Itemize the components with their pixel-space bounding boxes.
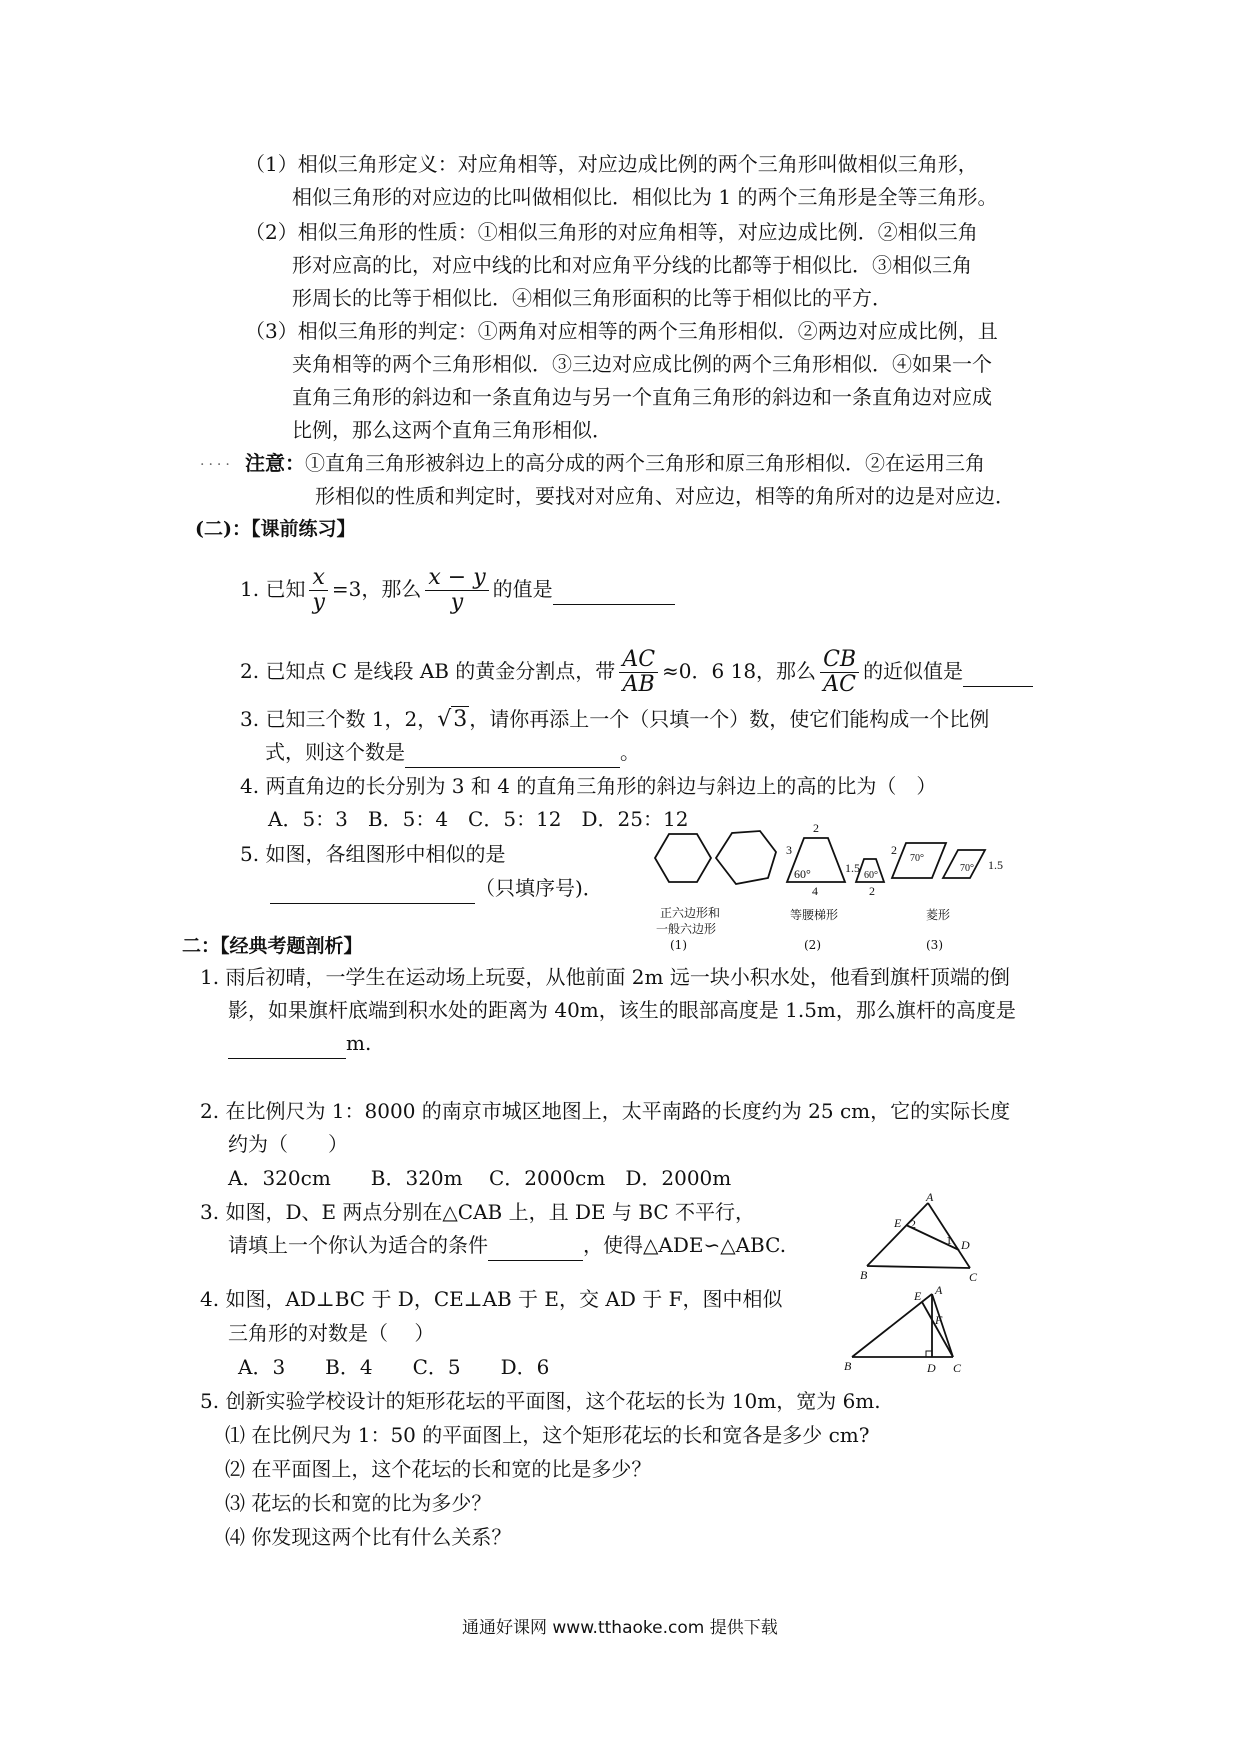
def-line-1: （1）相似三角形定义：对应角相等，对应边成比例的两个三角形叫做相似三角形， [245,152,978,176]
label-b: B [860,1268,868,1282]
fraction-cb-over-ac: $\frac{CB}{AC}$ [820,648,859,697]
q3-line2-suffix: 。 [620,740,640,764]
rhombus-angle-label: 70° [910,853,924,864]
note-line-1 [245,450,985,476]
q2-middle: ≈0．6 18，那么 [662,659,817,683]
fraction-x-minus-y-over-y: $\frac{x - y}{y}$ [425,566,488,615]
label-e: E [894,1216,902,1230]
analysis-q4-line-2: 三角形的对数是（ ） [228,1321,435,1345]
q2-prefix: 2. 已知点 C 是线段 AB 的黄金分割点，带 [240,659,616,683]
analysis-q1-line-1: 1. 雨后初晴，一学生在运动场上玩耍，从他前面 2m 远一块小积水处，他看到旗杆顶端的倒 [200,965,1010,989]
label-b: B [844,1359,852,1373]
trapezoid-bottom-label: 4 [812,884,818,898]
label-e: E [914,1289,922,1303]
q3b-suffix: ，使得△ADE∽△ABC. [583,1233,787,1257]
regular-hexagon-shape [655,834,711,882]
analysis-q5-sub-4: ⑷ 你发现这两个比有什么关系？ [225,1525,512,1549]
practice-q2 [240,648,1033,697]
fraction-x-over-y: $\frac{x}{y}$ [309,566,327,615]
figure-caption-1a: 正六边形和 [660,906,721,920]
label-d: D [927,1361,936,1375]
figure-caption-1b: 一般六边形 [656,922,717,936]
analysis-q5-line-1: 5. 创新实验学校设计的矩形花坛的平面图，这个花坛的长为 10m，宽为 6m. [200,1389,881,1413]
angle-1-label: 1 [946,1233,952,1247]
criteria-line-4: 比例，那么这两个直角三角形相似． [292,418,612,442]
q3b-prefix: 请填上一个你认为适合的条件 [228,1233,488,1257]
analysis-q4-line-1: 4. 如图，AD⊥BC 于 D，CE⊥AB 于 E，交 AD 于 F，图中相似 [200,1287,783,1311]
analysis-q5-sub-3: ⑶ 花坛的长和宽的比为多少？ [225,1491,492,1515]
analysis-q1-line-3 [228,1030,371,1059]
note-label: 注意： [245,451,305,475]
figure-number-3: (3) [926,938,943,952]
practice-q4-options: A．5：3 B．5：4 C．5：12 D．25：12 [268,807,689,831]
property-line-3: 形周长的比等于相似比．④相似三角形面积的比等于相似比的平方． [292,286,892,310]
q5-answer-blank[interactable] [270,877,475,904]
analysis-q2-options: A．320cm B．320m C．2000cm D．2000m [228,1166,732,1190]
q3-suffix: ，请你再添上一个（只填一个）数，使它们能构成一个比例 [469,707,990,731]
label-a: A [935,1284,943,1297]
q3-prefix: 3. 已知三个数 1，2， [240,707,438,731]
figure-caption-2: 等腰梯形 [790,908,839,922]
q1-suffix: 的值是 [492,577,553,601]
property-line-2: 形对应高的比，对应中线的比和对应角平分线的比都等于相似比．③相似三角 [292,253,972,277]
criteria-line-3: 直角三角形的斜边和一条直角边与另一个直角三角形的斜边和一条直角边对应成 [292,385,992,409]
practice-q3-line-2 [265,739,640,768]
def-line-2: 相似三角形的对应边的比叫做相似比．相似比为 1 的两个三角形是全等三角形。 [292,185,998,209]
q2-answer-blank[interactable] [963,660,1033,687]
small-rhombus-angle-label: 70° [960,863,974,874]
flagpole-height-blank[interactable] [228,1032,346,1059]
property-line-1: （2）相似三角形的性质：①相似三角形的对应角相等，对应边成比例．②相似三角 [245,220,978,244]
analysis-q3-line-1: 3. 如图，D、E 两点分别在△CAB 上，且 DE 与 BC 不平行， [200,1200,756,1224]
rhombus-side-label: 2 [891,843,897,857]
note-line-2: 形相似的性质和判定时，要找对对应角、对应边，相等的角所对的边是对应边． [315,484,1015,508]
analysis-q2-line-2: 约为（ ） [228,1132,348,1156]
practice-heading: (二)：【课前练习】 [195,518,356,540]
practice-q5-line-1: 5. 如图，各组图形中相似的是 [240,842,506,866]
figure-number-1: (1) [670,938,687,952]
practice-q5-line-2 [270,875,603,904]
q3-answer-blank[interactable] [405,741,620,768]
small-trapezoid-left-label: 1.5 [845,861,860,875]
analysis-q1-line-2: 影，如果旗杆底端到积水处的距离为 40m，该生的眼部高度是 1.5m，那么旗杆的高度是 [228,998,1016,1022]
label-c: C [969,1270,978,1284]
page-footer: 通通好课网 www.tthaoke.com 提供下载 [462,1618,778,1638]
practice-q4: 4. 两直角边的长分别为 3 和 4 的直角三角形的斜边与斜边上的高的比为（ ） [240,774,937,798]
condition-answer-blank[interactable] [488,1234,583,1261]
q5-suffix: （只填序号)． [475,876,603,900]
practice-q1 [240,566,675,615]
trapezoid-top-label: 2 [813,821,819,835]
label-d: D [961,1238,970,1252]
irregular-hexagon-shape [716,831,776,884]
analysis-q5-sub-1: ⑴ 在比例尺为 1：50 的平面图上，这个矩形花坛的长和宽各是多少 cm? [225,1423,870,1447]
trapezoid-left-label: 3 [786,843,792,857]
note-text-1: ①直角三角形被斜边上的高分成的两个三角形和原三角形相似．②在运用三角 [305,451,985,475]
margin-dots: .... [200,453,234,469]
criteria-line-2: 夹角相等的两个三角形相似．③三边对应成比例的两个三角形相似．④如果一个 [292,352,992,376]
label-f: F [935,1313,943,1327]
angle-2-label: 2 [910,1217,916,1231]
q1-middle: =3，那么 [331,577,422,601]
sqrt-three: √3 [437,707,468,732]
small-trapezoid-bottom-label: 2 [869,884,875,898]
q2-suffix: 的近似值是 [863,659,964,683]
figure-caption-3: 菱形 [926,908,951,922]
q1-prefix: 1. 已知 [240,577,306,601]
small-rhombus-side-label: 1.5 [988,858,1003,872]
fraction-ac-over-ab: $\frac{AC}{AB}$ [619,648,658,697]
figure-number-2: (2) [804,938,821,952]
triangle-ade-abc-figure [852,1192,982,1284]
label-c: C [953,1361,962,1375]
analysis-heading: 二：【经典考题剖析】 [182,935,363,957]
analysis-q3-line-2 [228,1232,786,1261]
analysis-q2-line-1: 2. 在比例尺为 1：8000 的南京市城区地图上，太平南路的长度约为 25 cm，它的实际长度 [200,1099,1011,1123]
criteria-line-1: （3）相似三角形的判定：①两角对应相等的两个三角形相似．②两边对应成比例，且 [245,319,998,343]
practice-q3-line-1 [240,706,989,733]
analysis-q5-sub-2: ⑵ 在平面图上，这个花坛的长和宽的比是多少？ [225,1457,652,1481]
small-trapezoid-angle-label: 60° [864,870,878,881]
q1-answer-blank[interactable] [553,578,675,605]
right-triangle-altitudes-figure [840,1284,970,1376]
label-a: A [926,1192,934,1204]
analysis-q4-options: A．3 B．4 C．5 D．6 [238,1355,550,1379]
q1-unit: m. [346,1031,372,1055]
q3-line2-prefix: 式，则这个数是 [265,740,405,764]
trapezoid-angle-label: 60° [794,867,811,881]
